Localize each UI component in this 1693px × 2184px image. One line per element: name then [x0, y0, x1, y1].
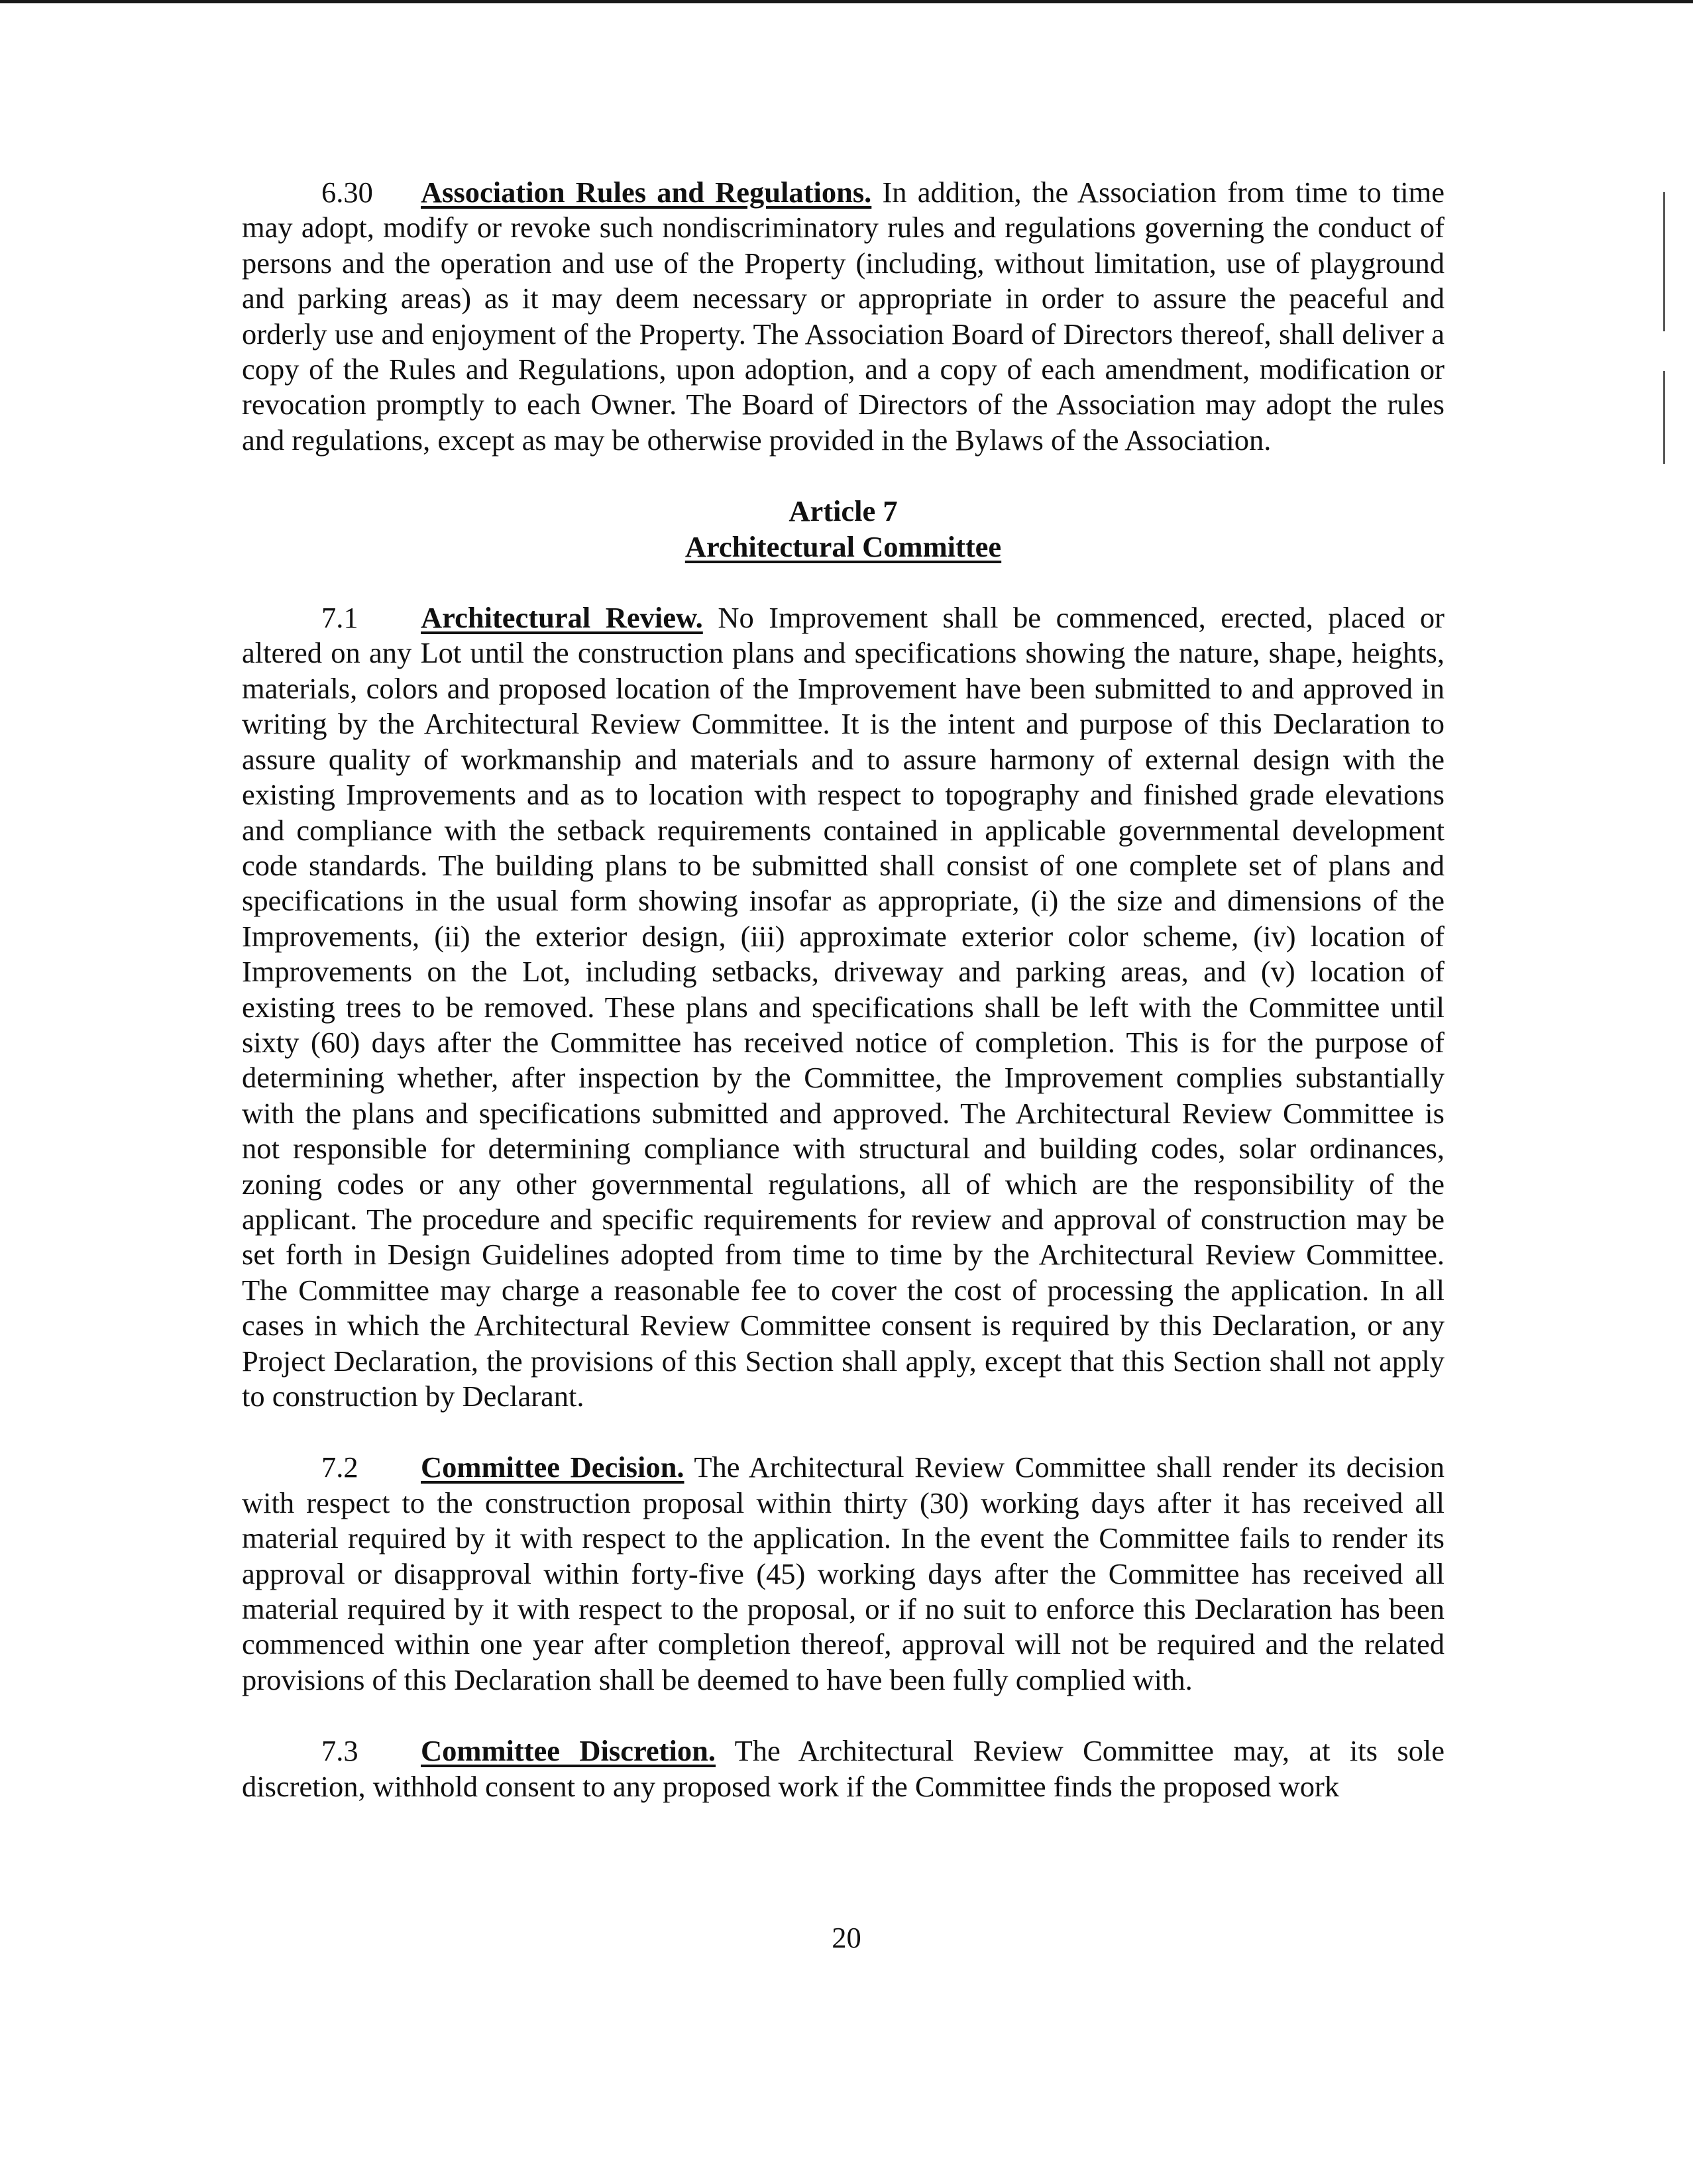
section-number: 7.3 [321, 1734, 358, 1768]
document-page [242, 175, 1445, 1804]
section-7-1 [242, 600, 1445, 1414]
scan-side-mark [1663, 371, 1665, 464]
section-title: Committee Discretion. [421, 1734, 716, 1768]
section-6-30 [242, 175, 1445, 458]
section-7-2 [242, 1450, 1445, 1698]
section-number: 7.2 [321, 1450, 358, 1484]
article-subheading: Architectural Committee [684, 529, 1002, 563]
section-title: Architectural Review. [421, 601, 703, 635]
section-body: In addition, the Association from time to time may adopt, modify or revoke such nondiscriminatory rules and regulations governing the conduct of persons and the operation and use of the Property (including, without limitation, use of playground and parking areas) as it may deem necessary or appropriate in order to assure the peaceful and orderly use and enjoyment of the Property. The Association Board of Directors thereof, shall deliver a copy of the Rules and Regulations, upon adoption, and a copy of each amendment, modification or revocation promptly to each Owner. The Board of Directors of the Association may adopt the rules and regulations, except as may be otherwise provided in the Bylaws of the Association. [242, 176, 1445, 457]
section-title: Committee Decision. [421, 1450, 684, 1484]
section-7-3 [242, 1733, 1445, 1804]
section-body: The Architectural Review Committee may, at its sole discretion, withhold consent to any proposed work if the Committee finds the proposed work [242, 1734, 1445, 1803]
scan-top-edge [0, 0, 1693, 3]
scan-side-mark [1663, 192, 1665, 331]
section-body: No Improvement shall be commenced, erected, placed or altered on any Lot until the construction plans and specifications showing the nature, shape, heights, materials, colors and proposed location of the Improvement have been submitted to and approved in writing by the Architectural Review Committee. It is the intent and purpose of this Declaration to assure quality of workmanship and materials and to assure harmony of external design with the existing Improvements and as to location with respect to topography and finished grade elevations and compliance with the setback requirements contained in applicable governmental development code standards. The building plans to be submitted shall consist of one complete set of plans and specifications in the usual form showing insofar as appropriate, (i) the size and dimensions of the Improvements, (ii) the exterior design, (iii) approximate exterior color scheme, (iv) location of Improvements on the Lot, including setbacks, driveway and parking areas, and (v) location of existing trees to be removed. These plans and specifications shall be left with the Committee until sixty (60) days after the Committee has received notice of completion. This is for the purpose of determining whether, after inspection by the Committee, the Improvement complies substantially with the plans and specifications submitted and approved. The Architectural Review Committee is not responsible for determining compliance with structural and building codes, solar ordinances, zoning codes or any other governmental regulations, all of which are the responsibility of the applicant. The procedure and specific requirements for review and approval of construction may be set forth in Design Guidelines adopted from time to time by the Architectural Review Committee. The Committee may charge a reasonable fee to cover the cost of processing the application. In all cases in which the Architectural Review Committee consent is required by this Declaration, or any Project Declaration, the provisions of this Section shall apply, except that this Section shall not apply to construction by Declarant. [242, 601, 1445, 1413]
section-number: 7.1 [321, 601, 358, 635]
article-heading: Article 7 [789, 494, 898, 528]
section-body: The Architectural Review Committee shall render its decision with respect to the construction proposal within thirty (30) working days after it has received all material required by it with respect to the application. In the event the Committee fails to render its approval or disapproval within forty-five (45) working days after the Committee has received all material required by it with respect to the proposal, or if no suit to enforce this Declaration has been commenced within one year after completion thereof, approval will not be required and the related provisions of this Declaration shall be deemed to have been fully complied with. [242, 1450, 1445, 1696]
section-number: 6.30 [321, 176, 373, 209]
section-title: Association Rules and Regulations. [421, 176, 872, 209]
page-number: 20 [832, 1921, 861, 1954]
